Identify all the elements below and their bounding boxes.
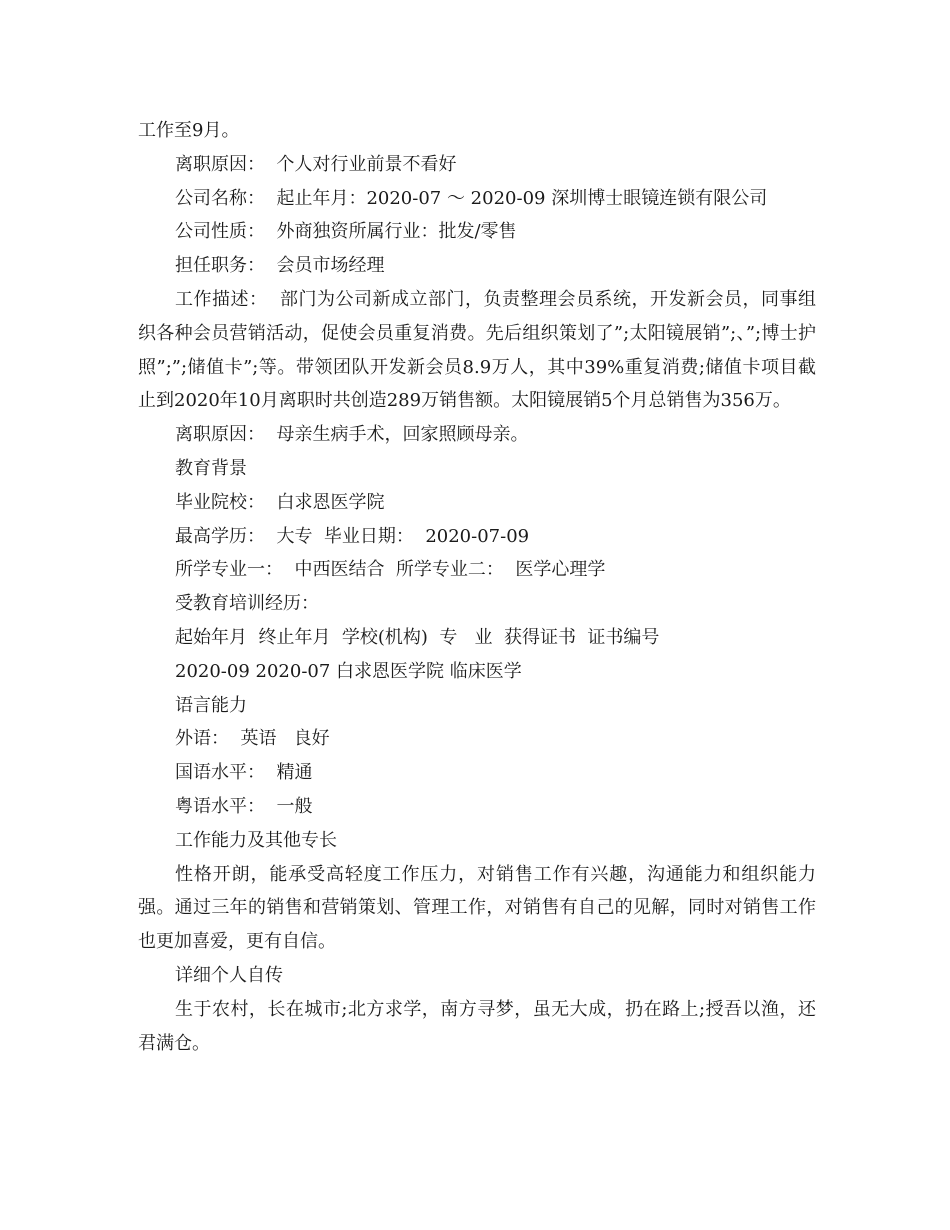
paragraph-company-type: 公司性质： 外商独资所属行业：批发/零售 (175, 221, 517, 243)
paragraph-training-row: 2020-09 2020-07 白求恩医学院 临床医学 (175, 660, 522, 682)
paragraph-school: 毕业院校： 白求恩医学院 (175, 491, 385, 513)
paragraph-cantonese: 粤语水平： 一般 (175, 795, 313, 817)
paragraph-company-name: 公司名称： 起止年月：2020-07 ～ 2020-09 深圳博士眼镜连锁有限公司 (175, 187, 768, 209)
paragraph-autobiography: 生于农村，长在城市;北方求学，南方寻梦，虽无大成，扔在路上;授吾以渔，还君满仓。 (138, 998, 816, 1054)
paragraph-job-description: 工作描述： 部门为公司新成立部门，负责整理会员系统，开发新会员，同事组织各种会员营销活动，促使会员重复消费。先后组织策划了”;太阳镜展销”;、”;博士护照”;”;储值卡”;等。带领团队开发新会员8.9万人，其中39%重复消费;储值卡项目截止到2020年10月离职时共创造289万销售额。太阳镜展销5个月总销售为356万。 (138, 288, 816, 412)
paragraph-leave-reason-1: 离职原因： 个人对行业前景不看好 (175, 153, 457, 175)
paragraph-leave-reason-2: 离职原因： 母亲生病手术，回家照顾母亲。 (175, 424, 529, 446)
paragraph-work-end: 工作至9月。 (138, 120, 240, 141)
paragraph-position: 担任职务： 会员市场经理 (175, 255, 385, 277)
paragraph-training-heading: 受教育培训经历： (175, 593, 319, 615)
paragraph-foreign-language: 外语： 英语 良好 (175, 728, 330, 750)
paragraph-skills: 性格开朗，能承受高轻度工作压力，对销售工作有兴趣，沟通能力和组织能力强。通过三年的销售和营销策划、管理工作，对销售有自己的见解，同时对销售工作也更加喜爱，更有自信。 (138, 863, 816, 953)
paragraph-mandarin: 国语水平： 精通 (175, 762, 313, 784)
section-heading-language: 语言能力 (175, 694, 247, 716)
paragraph-degree: 最高学历： 大专 毕业日期： 2020-07-09 (175, 525, 530, 547)
section-heading-education: 教育背景 (175, 457, 247, 479)
section-heading-skills: 工作能力及其他专长 (175, 829, 337, 851)
paragraph-training-columns: 起始年月 终止年月 学校(机构) 专 业 获得证书 证书编号 (175, 626, 660, 648)
paragraph-majors: 所学专业一： 中西医结合 所学专业二： 医学心理学 (175, 559, 606, 581)
section-heading-autobiography: 详细个人自传 (175, 964, 283, 986)
